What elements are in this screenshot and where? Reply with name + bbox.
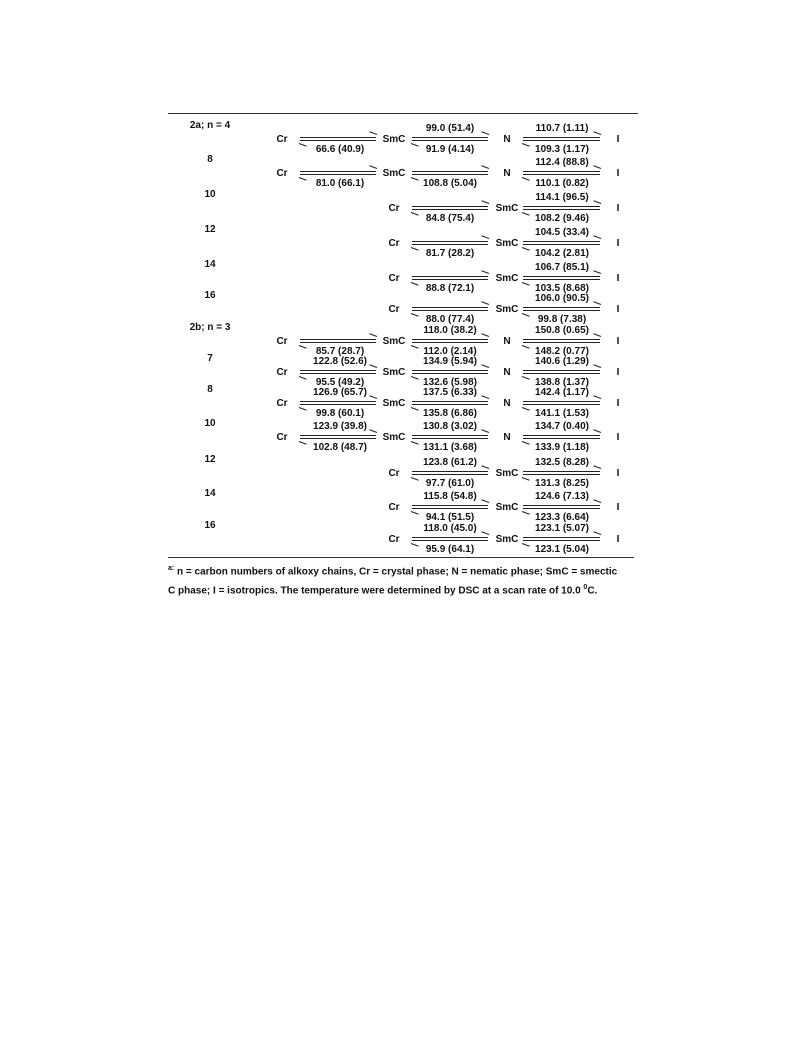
phase-label: Cr: [276, 168, 288, 179]
heating-value: 126.9 (65.7): [313, 387, 367, 398]
phase-label: Cr: [388, 502, 400, 513]
phase-label: Cr: [388, 534, 400, 545]
cooling-value: 135.8 (6.86): [423, 408, 477, 419]
heating-value: 106.7 (85.1): [535, 262, 589, 273]
cooling-value: 81.7 (28.2): [425, 248, 475, 259]
heating-value: 112.4 (88.8): [535, 157, 589, 168]
phase-label: SmC: [495, 304, 519, 315]
cooling-value: 88.8 (72.1): [425, 283, 475, 294]
phase-label: I: [616, 304, 620, 315]
cooling-value: 148.2 (0.77): [535, 346, 589, 357]
phase-label: SmC: [495, 238, 519, 249]
phase-label: I: [616, 134, 620, 145]
compound-label: 8: [207, 384, 213, 395]
phase-label: SmC: [382, 168, 406, 179]
phase-label: N: [503, 168, 511, 179]
heating-value: 134.7 (0.40): [535, 421, 589, 432]
heating-value: 118.0 (38.2): [423, 325, 477, 336]
cooling-value: 131.1 (3.68): [423, 442, 477, 453]
phase-label: Cr: [388, 238, 400, 249]
phase-label: I: [616, 238, 620, 249]
cooling-value: 112.0 (2.14): [423, 346, 477, 357]
heating-value: 115.8 (54.8): [423, 491, 477, 502]
compound-label: 10: [204, 189, 216, 200]
cooling-value: 138.8 (1.37): [535, 377, 589, 388]
phase-label: I: [616, 273, 620, 284]
heating-value: 114.1 (96.5): [535, 192, 589, 203]
cooling-value: 123.3 (6.64): [535, 512, 589, 523]
cooling-value: 102.8 (48.7): [313, 442, 367, 453]
cooling-value: 133.9 (1.18): [535, 442, 589, 453]
phase-label: N: [503, 336, 511, 347]
phase-label: SmC: [382, 134, 406, 145]
cooling-value: 97.7 (61.0): [425, 478, 475, 489]
footnote-text-2: C phase; I = isotropics. The temperature were determined by DSC at a scan rate of 10.0: [168, 585, 584, 597]
cooling-value: 110.1 (0.82): [535, 178, 589, 189]
phase-label: Cr: [276, 336, 288, 347]
phase-label: SmC: [382, 398, 406, 409]
cooling-value: 95.5 (49.2): [315, 377, 365, 388]
phase-label: Cr: [388, 203, 400, 214]
heating-value: 150.8 (0.65): [535, 325, 589, 336]
footnote-line-2: [168, 580, 648, 599]
table-bottom-rule: [168, 557, 634, 558]
heating-value: 142.4 (1.17): [535, 387, 589, 398]
phase-label: SmC: [495, 203, 519, 214]
compound-label: 16: [204, 290, 216, 301]
cooling-value: 85.7 (28.7): [315, 346, 365, 357]
compound-label: 2b; n = 3: [189, 322, 231, 333]
phase-label: SmC: [382, 336, 406, 347]
footnote-text-1: n = carbon numbers of alkoxy chains, Cr = crystal phase; N = nematic phase; SmC = smectic: [177, 566, 618, 578]
cooling-value: 108.2 (9.46): [535, 213, 589, 224]
heating-value: 123.8 (61.2): [423, 457, 477, 468]
cooling-value: 66.6 (40.9): [315, 144, 365, 155]
heating-value: 106.0 (90.5): [535, 293, 589, 304]
heating-value: 118.0 (45.0): [423, 523, 477, 534]
compound-label: 14: [204, 259, 216, 270]
footnote-marker: a:: [168, 565, 175, 572]
cooling-value: 104.2 (2.81): [535, 248, 589, 259]
heating-value: 134.9 (5.94): [423, 356, 477, 367]
footnote-line-1: [168, 561, 648, 580]
phase-label: I: [616, 398, 620, 409]
phase-label: SmC: [382, 367, 406, 378]
phase-label: I: [616, 168, 620, 179]
cooling-value: 88.0 (77.4): [425, 314, 475, 325]
heating-value: 123.9 (39.8): [313, 421, 367, 432]
phase-label: SmC: [495, 468, 519, 479]
heating-value: 137.5 (6.33): [423, 387, 477, 398]
cooling-value: 131.3 (8.25): [535, 478, 589, 489]
cooling-value: 94.1 (51.5): [425, 512, 475, 523]
phase-label: Cr: [276, 398, 288, 409]
cooling-value: 141.1 (1.53): [535, 408, 589, 419]
cooling-value: 123.1 (5.04): [535, 544, 589, 555]
heating-value: 104.5 (33.4): [535, 227, 589, 238]
cooling-value: 84.8 (75.4): [425, 213, 475, 224]
phase-label: I: [616, 203, 620, 214]
cooling-value: 103.5 (8.68): [535, 283, 589, 294]
heating-value: 140.6 (1.29): [535, 356, 589, 367]
footnote-text-3: C.: [587, 585, 598, 597]
phase-label: SmC: [382, 432, 406, 443]
heating-value: 122.8 (52.6): [313, 356, 367, 367]
compound-label: 10: [204, 418, 216, 429]
degree-superscript: 0: [583, 584, 588, 592]
phase-label: N: [503, 432, 511, 443]
phase-label: SmC: [495, 502, 519, 513]
phase-label: SmC: [495, 534, 519, 545]
cooling-value: 99.8 (60.1): [315, 408, 365, 419]
cooling-value: 99.8 (7.38): [537, 314, 587, 325]
table-top-rule: [168, 113, 638, 114]
phase-label: Cr: [388, 273, 400, 284]
phase-label: SmC: [495, 273, 519, 284]
heating-value: 130.8 (3.02): [423, 421, 477, 432]
phase-label: I: [616, 468, 620, 479]
compound-label: 16: [204, 520, 216, 531]
phase-label: Cr: [276, 432, 288, 443]
phase-label: N: [503, 398, 511, 409]
phase-label: I: [616, 502, 620, 513]
phase-label: Cr: [276, 134, 288, 145]
compound-label: 8: [207, 154, 213, 165]
compound-label: 12: [204, 224, 216, 235]
heating-value: 110.7 (1.11): [535, 123, 589, 134]
cooling-value: 132.6 (5.98): [423, 377, 477, 388]
phase-label: I: [616, 367, 620, 378]
cooling-value: 108.8 (5.04): [423, 178, 477, 189]
heating-value: 124.6 (7.13): [535, 491, 589, 502]
phase-label: Cr: [388, 304, 400, 315]
cooling-value: 91.9 (4.14): [425, 144, 475, 155]
compound-label: 2a; n = 4: [189, 120, 231, 131]
compound-label: 14: [204, 488, 216, 499]
phase-label: N: [503, 367, 511, 378]
phase-label: I: [616, 432, 620, 443]
heating-value: 99.0 (51.4): [425, 123, 475, 134]
phase-label: N: [503, 134, 511, 145]
phase-label: Cr: [388, 468, 400, 479]
phase-label: Cr: [276, 367, 288, 378]
phase-label: I: [616, 534, 620, 545]
heating-value: 123.1 (5.07): [535, 523, 589, 534]
compound-label: 12: [204, 454, 216, 465]
cooling-value: 95.9 (64.1): [425, 544, 475, 555]
footnote: [168, 561, 648, 600]
cooling-value: 109.3 (1.17): [535, 144, 589, 155]
phase-label: I: [616, 336, 620, 347]
heating-value: 132.5 (8.28): [535, 457, 589, 468]
compound-label: 7: [207, 353, 213, 364]
cooling-value: 81.0 (66.1): [315, 178, 365, 189]
